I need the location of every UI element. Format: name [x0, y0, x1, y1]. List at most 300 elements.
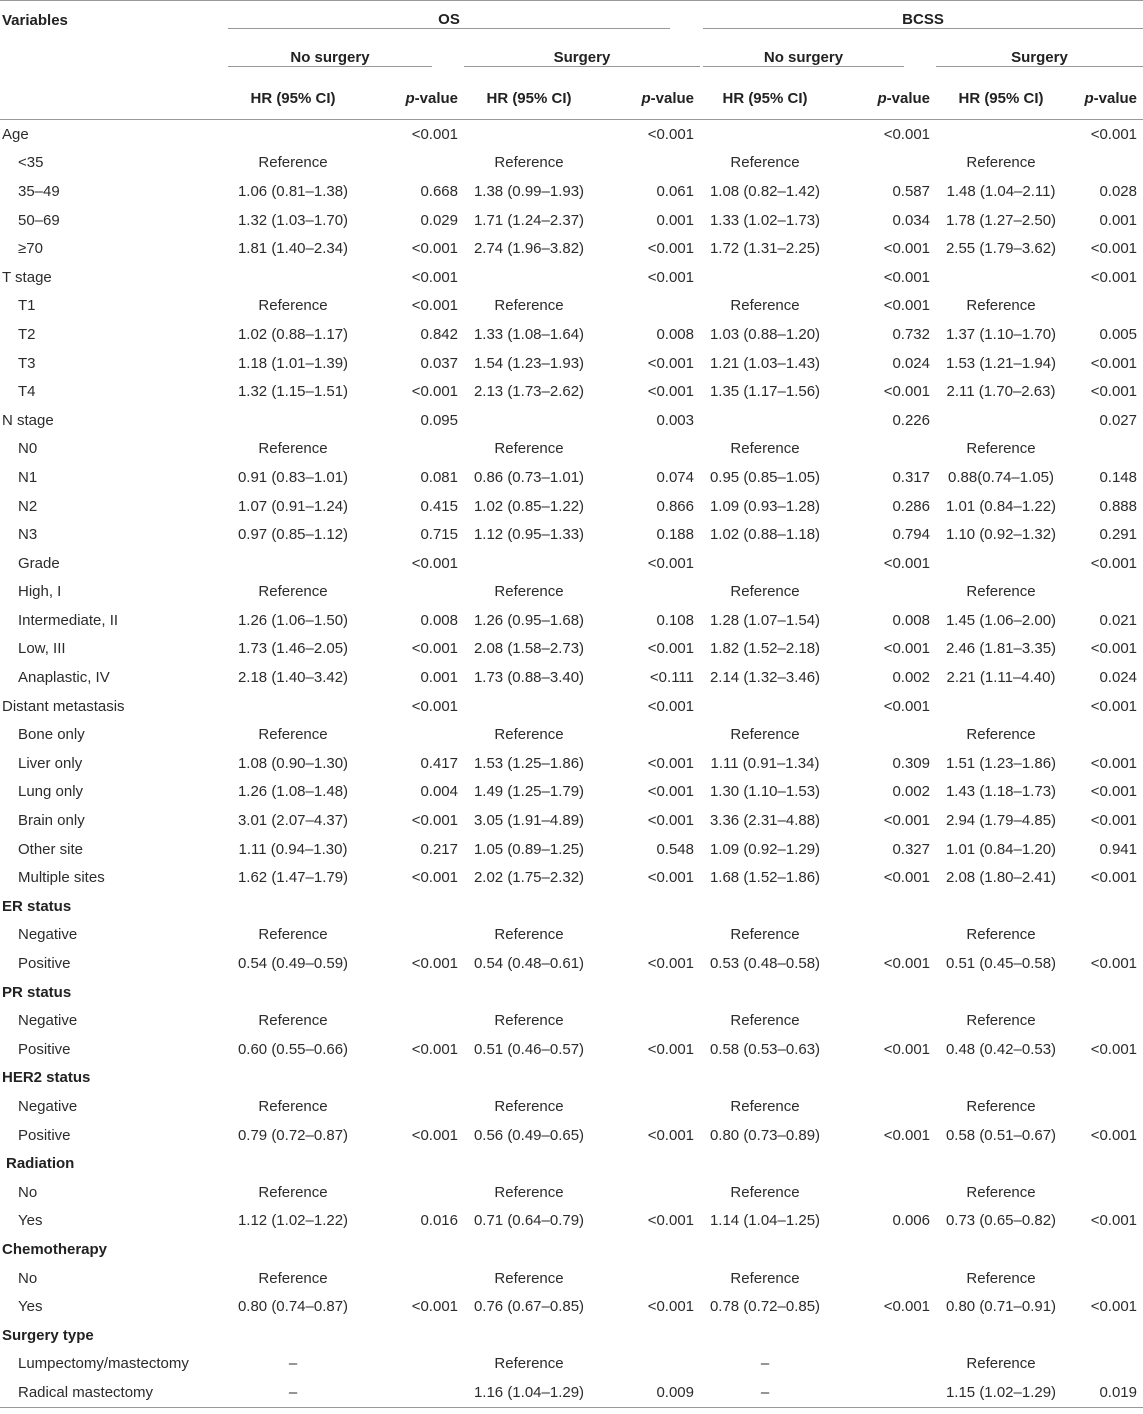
row-label: Age	[2, 125, 29, 143]
p-value-cell: <0.001	[647, 1212, 694, 1230]
p-value-cell: 0.866	[656, 497, 694, 515]
table-row	[0, 1378, 1143, 1407]
p-value-cell: 0.019	[1099, 1383, 1137, 1401]
p-value-cell: <0.001	[411, 697, 458, 715]
p-value-cell	[594, 292, 700, 321]
hr-cell: 1.72 (1.31–2.25)	[709, 240, 821, 258]
hr-cell	[700, 1064, 830, 1093]
hr-cell: 1.26 (0.95–1.68)	[473, 611, 585, 629]
row-label: T4	[18, 383, 36, 401]
p-value-cell: 0.888	[1099, 497, 1137, 515]
hr-cell	[464, 1235, 594, 1264]
p-value-cell	[594, 578, 700, 607]
p-value-cell: <0.001	[883, 268, 930, 286]
p-value-cell: 0.024	[1099, 669, 1137, 687]
hr-cell: 0.91 (0.83–1.01)	[237, 468, 349, 486]
hr-cell	[936, 1064, 1066, 1093]
p-value-cell: 0.732	[892, 325, 930, 343]
p-value-cell	[1066, 1235, 1143, 1264]
table-row	[0, 663, 1143, 692]
p-value-cell	[358, 578, 464, 607]
hr-cell	[700, 1321, 830, 1350]
hr-cell: 1.03 (0.88–1.20)	[709, 325, 821, 343]
p-value-cell: 0.009	[656, 1383, 694, 1401]
p-value-cell: <0.001	[647, 1298, 694, 1316]
os-surgery-p-header: p-value	[641, 89, 694, 107]
table-row	[0, 292, 1143, 321]
table-row	[0, 1092, 1143, 1121]
p-value-cell: 0.941	[1099, 840, 1137, 858]
p-value-cell	[358, 978, 464, 1007]
p-value-cell: 0.317	[892, 468, 930, 486]
hr-cell: –	[288, 1383, 298, 1401]
p-value-cell	[358, 892, 464, 921]
table-row	[0, 806, 1143, 835]
p-value-cell: <0.001	[883, 640, 930, 658]
p-value-cell: 0.001	[420, 669, 458, 687]
p-value-cell	[1066, 1006, 1143, 1035]
hr-cell: 1.38 (0.99–1.93)	[473, 182, 585, 200]
p-value-cell: 0.006	[892, 1212, 930, 1230]
hr-cell: 1.08 (0.90–1.30)	[237, 754, 349, 772]
table-row	[0, 463, 1143, 492]
hr-cell: Reference	[730, 154, 800, 172]
table-header	[0, 1, 1143, 120]
hr-cell: 1.49 (1.25–1.79)	[473, 783, 585, 801]
p-value-cell: 0.095	[420, 411, 458, 429]
p-value-cell	[594, 1235, 700, 1264]
p-value-cell: <0.001	[647, 869, 694, 887]
hr-cell	[228, 1064, 358, 1093]
table-row	[0, 1064, 1143, 1093]
hr-cell: 0.88(0.74–1.05)	[948, 468, 1054, 486]
hr-cell: 0.56 (0.49–0.65)	[473, 1126, 585, 1144]
p-value-cell	[1066, 149, 1143, 178]
hr-cell: Reference	[258, 1183, 328, 1201]
hr-cell: Reference	[494, 297, 564, 315]
p-value-cell	[358, 1006, 464, 1035]
hr-cell	[700, 692, 830, 721]
table-row	[0, 749, 1143, 778]
hr-cell	[700, 892, 830, 921]
p-value-cell: <0.001	[1090, 240, 1137, 258]
hr-cell: 2.21 (1.11–4.40)	[946, 669, 1056, 687]
hr-cell	[228, 978, 358, 1007]
hr-cell: Reference	[730, 1097, 800, 1115]
p-value-cell	[594, 1006, 700, 1035]
p-value-cell: 0.001	[1099, 211, 1137, 229]
p-value-cell	[594, 1092, 700, 1121]
p-value-cell: <0.001	[883, 869, 930, 887]
p-value-cell: <0.001	[883, 297, 930, 315]
p-value-cell	[358, 720, 464, 749]
hr-cell: 0.48 (0.42–0.53)	[945, 1040, 1057, 1058]
hr-cell: Reference	[730, 1183, 800, 1201]
p-value-cell	[358, 1235, 464, 1264]
hr-cell: 2.14 (1.32–3.46)	[709, 669, 821, 687]
hr-cell	[936, 406, 1066, 435]
hr-cell: 0.53 (0.48–0.58)	[709, 955, 821, 973]
p-value-cell	[594, 1264, 700, 1293]
row-label: Liver only	[18, 754, 83, 772]
hr-cell: 0.79 (0.72–0.87)	[237, 1126, 349, 1144]
hr-cell: Reference	[494, 1012, 564, 1030]
hr-cell: 1.06 (0.81–1.38)	[237, 182, 349, 200]
p-value-cell: <0.111	[649, 669, 694, 687]
p-value-cell	[830, 892, 936, 921]
row-label: N3	[18, 526, 38, 544]
hr-cell: 1.09 (0.93–1.28)	[709, 497, 821, 515]
hr-cell	[464, 692, 594, 721]
hr-cell: Reference	[258, 154, 328, 172]
p-value-cell: <0.001	[647, 1126, 694, 1144]
p-value-cell: 0.668	[420, 182, 458, 200]
p-value-cell: 0.029	[420, 211, 458, 229]
bcss-header-label: BCSS	[703, 11, 1143, 29]
row-label: Yes	[18, 1298, 43, 1316]
hr-cell	[936, 549, 1066, 578]
p-value-cell	[830, 1149, 936, 1178]
row-label: No	[18, 1269, 38, 1287]
p-value-cell: <0.001	[411, 240, 458, 258]
p-value-cell	[830, 1235, 936, 1264]
p-value-cell: 0.034	[892, 211, 930, 229]
hr-cell: 0.80 (0.71–0.91)	[945, 1298, 1057, 1316]
table-row	[0, 520, 1143, 549]
row-label: HER2 status	[2, 1069, 91, 1087]
p-value-cell	[830, 1350, 936, 1379]
table-row	[0, 1207, 1143, 1236]
hr-cell: Reference	[258, 297, 328, 315]
hr-cell: Reference	[258, 726, 328, 744]
p-value-cell	[830, 978, 936, 1007]
os-surgery-header	[464, 39, 700, 77]
p-value-cell: <0.001	[647, 268, 694, 286]
p-value-cell: 0.842	[420, 325, 458, 343]
p-value-cell: 0.548	[656, 840, 694, 858]
p-value-cell	[1066, 720, 1143, 749]
table-row	[0, 1035, 1143, 1064]
hr-cell: Reference	[730, 726, 800, 744]
p-value-cell: <0.001	[647, 383, 694, 401]
p-value-cell: <0.001	[411, 869, 458, 887]
row-label: Radical mastectomy	[18, 1383, 154, 1401]
table-row	[0, 863, 1143, 892]
p-value-cell	[594, 435, 700, 464]
hr-cell: 2.02 (1.75–2.32)	[473, 869, 585, 887]
p-value-cell: 0.005	[1099, 325, 1137, 343]
p-value-cell: <0.001	[647, 955, 694, 973]
p-value-cell: <0.001	[1090, 783, 1137, 801]
hr-cell: 1.12 (0.95–1.33)	[473, 526, 585, 544]
hr-cell	[228, 1149, 358, 1178]
p-value-cell	[1066, 1092, 1143, 1121]
hr-cell	[464, 263, 594, 292]
hr-cell: 2.18 (1.40–3.42)	[237, 669, 349, 687]
hr-cell: 0.97 (0.85–1.12)	[237, 526, 349, 544]
hr-cell: 1.02 (0.85–1.22)	[473, 497, 585, 515]
p-value-cell	[358, 1178, 464, 1207]
hr-cell: 3.36 (2.31–4.88)	[709, 812, 821, 830]
hr-cell	[228, 406, 358, 435]
p-value-cell	[358, 921, 464, 950]
hr-cell	[228, 120, 358, 149]
hr-cell	[228, 1321, 358, 1350]
p-value-cell: <0.001	[647, 554, 694, 572]
p-value-cell: 0.028	[1099, 182, 1137, 200]
hr-cell: Reference	[966, 297, 1036, 315]
p-value-cell: <0.001	[411, 125, 458, 143]
hr-cell	[700, 120, 830, 149]
hr-cell	[228, 892, 358, 921]
p-value-cell	[830, 1092, 936, 1121]
hr-cell: 1.02 (0.88–1.18)	[709, 526, 821, 544]
table-row	[0, 1006, 1143, 1035]
table-row	[0, 177, 1143, 206]
row-label: Intermediate, II	[18, 611, 119, 629]
row-label: Positive	[18, 1126, 71, 1144]
p-value-cell: 0.217	[420, 840, 458, 858]
hr-cell: 0.60 (0.55–0.66)	[237, 1040, 349, 1058]
hr-cell: 1.01 (0.84–1.20)	[945, 840, 1057, 858]
hr-cell: Reference	[966, 440, 1036, 458]
p-value-cell: 0.587	[892, 182, 930, 200]
p-value-cell: <0.001	[883, 240, 930, 258]
p-value-cell: 0.415	[420, 497, 458, 515]
row-label: No	[18, 1183, 38, 1201]
hr-cell	[936, 978, 1066, 1007]
p-value-cell: <0.001	[1090, 1040, 1137, 1058]
p-value-cell: 0.003	[656, 411, 694, 429]
p-value-cell: 0.226	[892, 411, 930, 429]
p-value-cell: 0.037	[420, 354, 458, 372]
hr-cell	[700, 263, 830, 292]
table-row	[0, 578, 1143, 607]
hr-cell: 0.76 (0.67–0.85)	[473, 1298, 585, 1316]
hr-cell: 3.05 (1.91–4.89)	[473, 812, 585, 830]
p-value-cell	[594, 1321, 700, 1350]
hr-cell	[464, 1149, 594, 1178]
p-value-cell: <0.001	[883, 383, 930, 401]
row-label: N2	[18, 497, 38, 515]
hr-cell: 1.33 (1.08–1.64)	[473, 325, 585, 343]
p-value-cell	[830, 1178, 936, 1207]
hr-cell: 2.13 (1.73–2.62)	[473, 383, 585, 401]
table-row	[0, 835, 1143, 864]
p-value-cell: <0.001	[1090, 812, 1137, 830]
hr-cell: 1.53 (1.25–1.86)	[473, 754, 585, 772]
hr-cell: 3.01 (2.07–4.37)	[237, 812, 349, 830]
hr-cell	[936, 692, 1066, 721]
table-row	[0, 692, 1143, 721]
table-row	[0, 1350, 1143, 1379]
row-label: Negative	[18, 1097, 78, 1115]
p-value-cell	[594, 921, 700, 950]
hr-cell: 1.10 (0.92–1.32)	[945, 526, 1057, 544]
hr-cell: 0.80 (0.73–0.89)	[709, 1126, 821, 1144]
table-row	[0, 263, 1143, 292]
p-value-cell: <0.001	[1090, 125, 1137, 143]
p-value-cell	[830, 435, 936, 464]
hr-cell: Reference	[258, 440, 328, 458]
hr-cell: 1.07 (0.91–1.24)	[237, 497, 349, 515]
hr-cell: Reference	[730, 1269, 800, 1287]
hr-cell: Reference	[730, 297, 800, 315]
row-label: High, I	[18, 583, 62, 601]
table-row	[0, 606, 1143, 635]
bcss-surgery-label: Surgery	[936, 49, 1143, 67]
hr-cell: 0.78 (0.72–0.85)	[709, 1298, 821, 1316]
hr-cell	[228, 692, 358, 721]
p-value-cell: <0.001	[647, 697, 694, 715]
p-value-cell: 0.417	[420, 754, 458, 772]
row-label: N1	[18, 468, 38, 486]
hr-cell: Reference	[494, 1183, 564, 1201]
hr-cell: Reference	[966, 926, 1036, 944]
hr-cell: 1.01 (0.84–1.22)	[945, 497, 1057, 515]
row-label: Surgery type	[2, 1326, 94, 1344]
table-row	[0, 892, 1143, 921]
row-label: ER status	[2, 897, 72, 915]
hr-cell: 0.71 (0.64–0.79)	[473, 1212, 585, 1230]
row-label: Lung only	[18, 783, 84, 801]
bcss-surgery-p-header: p-value	[1084, 89, 1137, 107]
hr-cell: 1.48 (1.04–2.11)	[946, 182, 1056, 200]
table-row	[0, 1321, 1143, 1350]
table-row	[0, 1149, 1143, 1178]
row-label: Chemotherapy	[2, 1240, 108, 1258]
hr-cell: 1.81 (1.40–2.34)	[237, 240, 349, 258]
table-row	[0, 921, 1143, 950]
hr-cell: Reference	[730, 1012, 800, 1030]
hr-cell: 1.08 (0.82–1.42)	[709, 182, 821, 200]
table-row	[0, 778, 1143, 807]
table-row	[0, 349, 1143, 378]
hr-cell: 1.33 (1.02–1.73)	[709, 211, 821, 229]
os-no-surgery-p-header: p-value	[405, 89, 458, 107]
table-row	[0, 435, 1143, 464]
p-value-cell: 0.008	[656, 325, 694, 343]
p-value-cell: 0.001	[656, 211, 694, 229]
hr-cell: 1.12 (1.02–1.22)	[237, 1212, 349, 1230]
p-value-cell	[358, 1264, 464, 1293]
hr-cell: 0.95 (0.85–1.05)	[709, 468, 821, 486]
p-value-cell	[358, 1092, 464, 1121]
hr-cell: 0.58 (0.53–0.63)	[709, 1040, 821, 1058]
p-value-cell	[594, 149, 700, 178]
p-value-cell	[358, 149, 464, 178]
p-value-cell: <0.001	[411, 1040, 458, 1058]
hr-cell: –	[760, 1383, 770, 1401]
hr-cell: 1.53 (1.21–1.94)	[945, 354, 1057, 372]
p-value-cell: 0.008	[420, 611, 458, 629]
os-header	[228, 1, 700, 40]
p-value-cell: <0.001	[883, 554, 930, 572]
hr-cell: 1.09 (0.92–1.29)	[709, 840, 821, 858]
p-value-cell	[1066, 978, 1143, 1007]
hr-cell: Reference	[258, 1269, 328, 1287]
hr-cell	[936, 1149, 1066, 1178]
p-value-cell: 0.794	[892, 526, 930, 544]
bcss-surgery-header	[936, 39, 1143, 77]
hr-cell	[936, 120, 1066, 149]
hr-cell: 0.58 (0.51–0.67)	[945, 1126, 1057, 1144]
hr-cell	[936, 263, 1066, 292]
hr-cell: 1.62 (1.47–1.79)	[237, 869, 349, 887]
p-value-cell: 0.027	[1099, 411, 1137, 429]
p-value-cell	[358, 435, 464, 464]
p-value-cell	[358, 1350, 464, 1379]
table-row	[0, 1235, 1143, 1264]
hr-cell: Reference	[494, 726, 564, 744]
hr-cell: Reference	[494, 1355, 564, 1373]
table-row	[0, 320, 1143, 349]
table-row	[0, 492, 1143, 521]
p-value-cell: 0.024	[892, 354, 930, 372]
p-value-cell: <0.001	[1090, 640, 1137, 658]
p-value-cell: <0.001	[1090, 955, 1137, 973]
hr-cell: 2.11 (1.70–2.63)	[946, 383, 1056, 401]
table-row	[0, 1264, 1143, 1293]
row-label: T2	[18, 325, 36, 343]
p-value-cell: <0.001	[411, 554, 458, 572]
table-row	[0, 949, 1143, 978]
hr-cell: 1.18 (1.01–1.39)	[237, 354, 349, 372]
p-value-cell	[594, 1178, 700, 1207]
p-value-cell: 0.061	[656, 182, 694, 200]
p-value-cell	[1066, 1064, 1143, 1093]
p-value-cell: 0.148	[1099, 468, 1137, 486]
row-label: PR status	[2, 983, 72, 1001]
p-value-cell	[1066, 921, 1143, 950]
bcss-header	[700, 1, 1143, 40]
hr-cell: 1.32 (1.03–1.70)	[237, 211, 349, 229]
p-value-cell	[358, 1149, 464, 1178]
hr-cell: Reference	[966, 154, 1036, 172]
table-row	[0, 720, 1143, 749]
p-value-cell: 0.108	[656, 611, 694, 629]
os-surgery-label: Surgery	[464, 49, 700, 67]
hr-cell: 0.73 (0.65–0.82)	[945, 1212, 1057, 1230]
p-value-cell: <0.001	[1090, 1298, 1137, 1316]
os-header-label: OS	[228, 11, 670, 29]
p-value-cell: 0.016	[420, 1212, 458, 1230]
hr-cell: Reference	[966, 1183, 1036, 1201]
row-label: N0	[18, 440, 38, 458]
p-value-cell: <0.001	[1090, 697, 1137, 715]
row-label: Distant metastasis	[2, 697, 125, 715]
p-value-cell: <0.001	[411, 268, 458, 286]
hr-cell	[464, 978, 594, 1007]
p-value-cell: <0.001	[411, 812, 458, 830]
p-value-cell	[1066, 892, 1143, 921]
bcss-no-surgery-label: No surgery	[703, 49, 904, 67]
os-no-surgery-hr-header: HR (95% CI)	[250, 89, 336, 107]
hr-cell: 1.15 (1.02–1.29)	[945, 1383, 1057, 1401]
p-value-cell: <0.001	[647, 783, 694, 801]
table-row	[0, 1292, 1143, 1321]
p-value-cell: <0.001	[883, 955, 930, 973]
hr-cell: 1.11 (0.91–1.34)	[710, 754, 820, 772]
hr-cell	[936, 1321, 1066, 1350]
p-value-cell: <0.001	[647, 354, 694, 372]
hr-cell: 1.45 (1.06–2.00)	[945, 611, 1057, 629]
hr-cell: Reference	[494, 440, 564, 458]
hr-cell: 0.51 (0.46–0.57)	[473, 1040, 585, 1058]
hr-cell: 1.51 (1.23–1.86)	[945, 754, 1057, 772]
os-no-surgery-label: No surgery	[228, 49, 432, 67]
table-row	[0, 206, 1143, 235]
